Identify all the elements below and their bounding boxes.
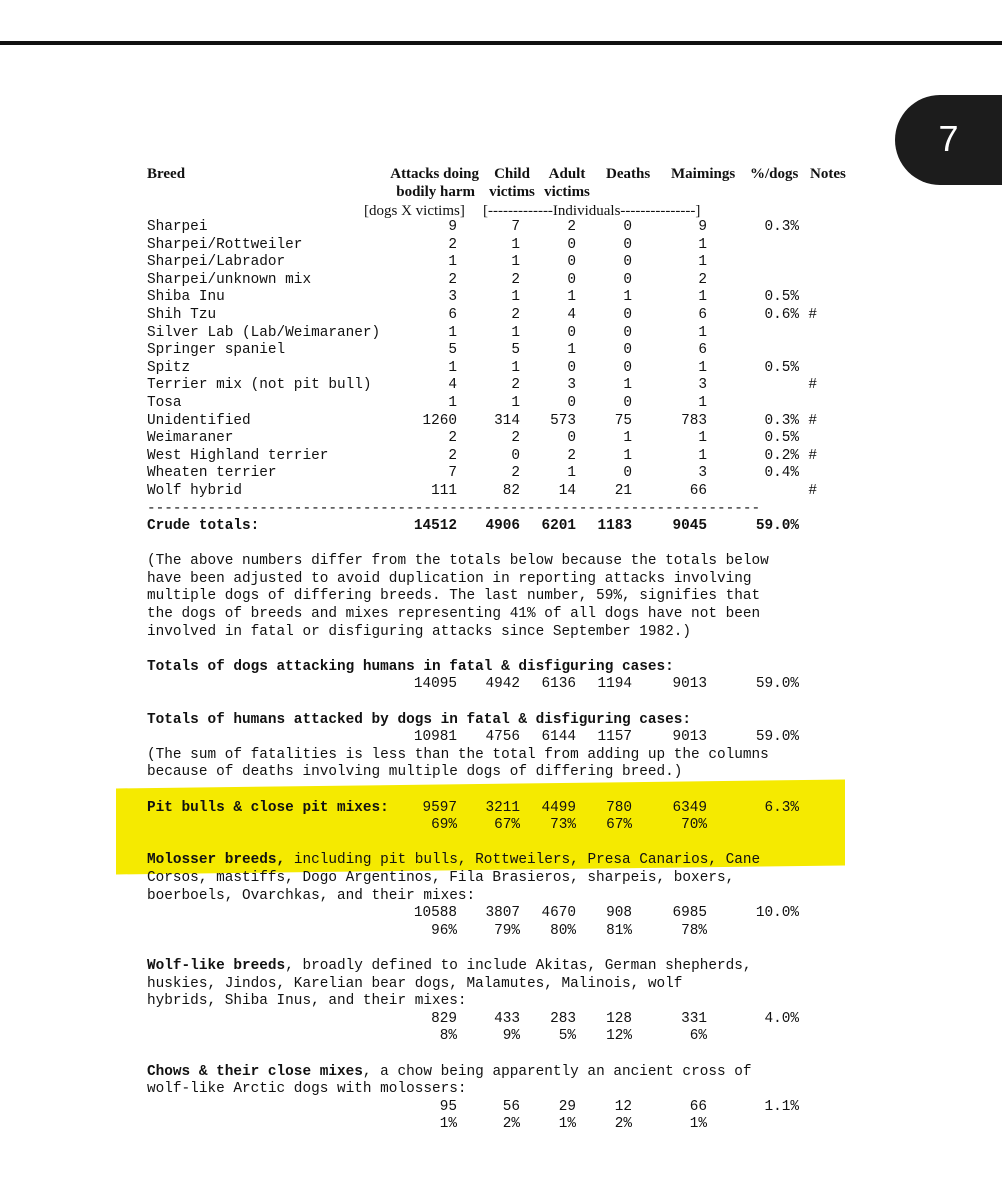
cell-child: 0 <box>511 447 520 464</box>
cell-child: 1 <box>511 359 520 376</box>
cell-adult: 3 <box>567 377 576 394</box>
molosser-row: 10588 3807 4670 908 6985 10.0% <box>413 905 799 922</box>
cell-deaths: 0 <box>623 342 632 359</box>
table-row <box>147 448 867 466</box>
cell-attacks: 3 <box>448 289 457 306</box>
cell-adult: 2 <box>567 219 576 235</box>
cell-attacks: 2 <box>448 430 457 447</box>
cell-maimings: 783 <box>681 412 707 429</box>
crude-note-line-text: have been adjusted to avoid duplication in reporting attacks involving <box>147 570 752 587</box>
cell-child: 82 <box>502 482 520 499</box>
cell-maimings: 3 <box>698 465 707 482</box>
cell-attacks: 1 <box>448 324 457 341</box>
cell-deaths: 0 <box>623 324 632 341</box>
totals-humans-row: 10981 4756 6144 1157 9013 59.0% <box>413 729 799 746</box>
totals-dogs-row: 14095 4942 6136 1194 9013 59.0% <box>413 676 799 693</box>
table-row <box>147 272 867 290</box>
separator-line: ----------------------------------------------------------------------- <box>147 500 761 517</box>
molosser-line-2: Corsos, mastiffs, Dogo Argentinos, Fila Brasieros, sharpeis, boxers, <box>147 869 735 886</box>
humans-note-line-text: because of deaths involving multiple dogs of differing breed.) <box>147 764 683 781</box>
cell-pct: 0.6% <box>764 306 799 323</box>
chows-line-2: wolf-like Arctic dogs with molossers: <box>147 1081 467 1098</box>
cell-deaths: 0 <box>623 254 632 271</box>
cell-pct: 0.3% <box>764 219 799 235</box>
cell-pct: 0.5% <box>764 289 799 306</box>
cell-attacks: 1 <box>448 254 457 271</box>
cell-maimings: 2 <box>698 271 707 288</box>
cell-attacks: 4 <box>448 377 457 394</box>
crude-totals-row: Crude totals: 14512 4906 6201 1183 9045 59.0% <box>147 518 799 535</box>
totals-dogs-label: Totals of dogs attacking humans in fatal & disfiguring cases: <box>147 658 674 675</box>
cell-child: 1 <box>511 324 520 341</box>
breed-name: Sharpei/Labrador <box>147 254 286 271</box>
header-attacks-2: bodily harm <box>396 184 475 200</box>
cell-adult: 0 <box>567 271 576 288</box>
humans-note-line <box>147 764 867 782</box>
header-individuals: [-------------Individuals---------------] <box>483 203 701 219</box>
crude-note-line-text: the dogs of breeds and mixes representing 41% of all dogs have not been <box>147 606 761 623</box>
header-child-1: Child <box>494 166 530 182</box>
header-deaths: Deaths <box>606 166 651 182</box>
cell-adult: 2 <box>567 447 576 464</box>
table-row <box>147 289 867 307</box>
table-row <box>147 413 867 431</box>
table-row <box>147 254 867 272</box>
cell-deaths: 1 <box>623 377 632 394</box>
cell-attacks: 2 <box>448 236 457 253</box>
cell-child: 1 <box>511 394 520 411</box>
wolf-line-1: Wolf-like breeds, broadly defined to include Akitas, German shepherds, <box>147 957 752 974</box>
cell-adult: 0 <box>567 254 576 271</box>
cell-attacks: 1260 <box>422 412 457 429</box>
cell-deaths: 1 <box>623 430 632 447</box>
cell-pct: 0.2% <box>764 447 799 464</box>
molosser-line-3: boerboels, Ovarchkas, and their mixes: <box>147 887 476 904</box>
cell-child: 2 <box>511 306 520 323</box>
cell-adult: 14 <box>558 482 576 499</box>
molosser-pct-row: 96% 79% 80% 81% 78% <box>431 922 707 939</box>
cell-maimings: 1 <box>698 289 707 306</box>
wolf-row: 829 433 283 128 331 4.0% <box>431 1010 799 1027</box>
cell-child: 2 <box>511 465 520 482</box>
table-row <box>147 377 867 395</box>
breed-name: Tosa <box>147 394 182 411</box>
table-row <box>147 465 867 483</box>
breed-name: Terrier mix (not pit bull) <box>147 377 372 394</box>
breed-name: Sharpei/Rottweiler <box>147 236 303 253</box>
cell-maimings: 6 <box>698 306 707 323</box>
crude-note-line-text: involved in fatal or disfiguring attacks since September 1982.) <box>147 623 692 640</box>
cell-child: 2 <box>511 271 520 288</box>
breed-name: Shiba Inu <box>147 289 225 306</box>
cell-deaths: 1 <box>623 447 632 464</box>
breed-name: Shih Tzu <box>147 306 217 323</box>
humans-note-line-text: (The sum of fatalities is less than the total from adding up the columns <box>147 746 769 763</box>
cell-child: 2 <box>511 377 520 394</box>
crude-note-line <box>147 606 867 624</box>
cell-adult: 0 <box>567 430 576 447</box>
table-row <box>147 360 867 378</box>
table-row <box>147 430 867 448</box>
cell-pct: 0.5% <box>764 430 799 447</box>
crude-note-line <box>147 624 867 642</box>
crude-note-line-text: (The above numbers differ from the totals below because the totals below <box>147 553 769 570</box>
page-number: 7 <box>938 118 959 159</box>
breed-name: Wheaten terrier <box>147 465 277 482</box>
header-adult-2: victims <box>544 184 590 200</box>
breed-name: Spitz <box>147 359 191 376</box>
cell-notes: # <box>808 412 817 429</box>
cell-notes: # <box>808 447 817 464</box>
cell-attacks: 1 <box>448 359 457 376</box>
cell-deaths: 0 <box>623 271 632 288</box>
table-row <box>147 395 867 413</box>
cell-maimings: 3 <box>698 377 707 394</box>
table-row <box>147 325 867 343</box>
cell-deaths: 0 <box>623 359 632 376</box>
humans-note-line <box>147 747 867 765</box>
molosser-line-1: Molosser breeds, including pit bulls, Rottweilers, Presa Canarios, Cane <box>147 852 761 869</box>
wolf-line-2: huskies, Jindos, Karelian bear dogs, Malamutes, Malinois, wolf <box>147 975 683 992</box>
table-row <box>147 307 867 325</box>
table-row <box>147 342 867 360</box>
cell-adult: 1 <box>567 465 576 482</box>
cell-adult: 1 <box>567 342 576 359</box>
crude-note-line-text: multiple dogs of differing breeds. The last number, 59%, signifies that <box>147 588 761 605</box>
wolf-pct-row: 8% 9% 5% 12% 6% <box>439 1028 707 1045</box>
cell-deaths: 0 <box>623 219 632 235</box>
breed-name: Sharpei/unknown mix <box>147 271 312 288</box>
header-pct-dogs: %/dogs <box>750 166 799 182</box>
cell-maimings: 1 <box>698 254 707 271</box>
cell-adult: 0 <box>567 324 576 341</box>
crude-note-line <box>147 553 867 571</box>
cell-attacks: 9 <box>448 219 457 235</box>
cell-deaths: 75 <box>614 412 632 429</box>
cell-pct: 0.3% <box>764 412 799 429</box>
chows-row: 95 56 29 12 66 1.1% <box>439 1098 799 1115</box>
cell-attacks: 2 <box>448 447 457 464</box>
cell-attacks: 7 <box>448 465 457 482</box>
pitbull-pct-row: 69% 67% 73% 67% 70% <box>431 817 707 834</box>
cell-child: 5 <box>511 342 520 359</box>
cell-adult: 1 <box>567 289 576 306</box>
crude-note-line <box>147 588 867 606</box>
cell-pct: 0.5% <box>764 359 799 376</box>
chows-line-1: Chows & their close mixes, a chow being apparently an ancient cross of <box>147 1063 752 1080</box>
cell-maimings: 6 <box>698 342 707 359</box>
top-rule <box>0 41 1002 45</box>
wolf-line-3: hybrids, Shiba Inus, and their mixes: <box>147 993 467 1010</box>
breed-name: Springer spaniel <box>147 342 286 359</box>
totals-humans-label: Totals of humans attacked by dogs in fatal & disfiguring cases: <box>147 711 692 728</box>
cell-notes: # <box>808 482 817 499</box>
cell-adult: 0 <box>567 236 576 253</box>
cell-adult: 573 <box>550 412 576 429</box>
cell-deaths: 21 <box>614 482 632 499</box>
cell-maimings: 1 <box>698 394 707 411</box>
breed-name: West Highland terrier <box>147 447 329 464</box>
page-number-badge <box>895 95 1002 185</box>
cell-maimings: 66 <box>689 482 707 499</box>
table-row <box>147 219 867 237</box>
cell-child: 1 <box>511 289 520 306</box>
cell-maimings: 1 <box>698 447 707 464</box>
cell-deaths: 1 <box>623 289 632 306</box>
table-row <box>147 237 867 255</box>
cell-deaths: 0 <box>623 236 632 253</box>
breed-name: Wolf hybrid <box>147 482 242 499</box>
header-attacks-1: Attacks doing <box>390 166 479 182</box>
header-child-2: victims <box>489 184 535 200</box>
cell-notes: # <box>808 377 817 394</box>
cell-child: 2 <box>511 430 520 447</box>
pitbull-row: Pit bulls & close pit mixes: 9597 3211 4499 780 6349 6.3% <box>147 799 799 816</box>
header-adult-1: Adult <box>548 166 586 182</box>
cell-adult: 0 <box>567 359 576 376</box>
cell-attacks: 5 <box>448 342 457 359</box>
cell-attacks: 6 <box>448 306 457 323</box>
breed-name: Silver Lab (Lab/Weimaraner) <box>147 324 381 341</box>
cell-child: 7 <box>511 219 520 235</box>
cell-child: 1 <box>511 254 520 271</box>
breed-name: Weimaraner <box>147 430 234 447</box>
cell-deaths: 0 <box>623 394 632 411</box>
cell-attacks: 1 <box>448 394 457 411</box>
header-maimings: Maimings <box>671 166 736 182</box>
cell-maimings: 1 <box>698 359 707 376</box>
cell-child: 314 <box>494 412 520 429</box>
crude-note-line <box>147 571 867 589</box>
cell-attacks: 2 <box>448 271 457 288</box>
breed-name: Sharpei <box>147 219 208 235</box>
cell-pct: 0.4% <box>764 465 799 482</box>
cell-maimings: 9 <box>698 219 707 235</box>
cell-deaths: 0 <box>623 465 632 482</box>
header-breed: Breed <box>147 166 186 182</box>
chows-pct-row: 1% 2% 1% 2% 1% <box>439 1116 707 1133</box>
cell-notes: # <box>808 306 817 323</box>
cell-child: 1 <box>511 236 520 253</box>
header-notes: Notes <box>810 166 846 182</box>
cell-maimings: 1 <box>698 430 707 447</box>
cell-maimings: 1 <box>698 324 707 341</box>
header-attacks-3: [dogs X victims] <box>364 203 465 219</box>
cell-attacks: 111 <box>431 482 457 499</box>
breed-table <box>147 219 867 1134</box>
table-row <box>147 483 867 501</box>
cell-maimings: 1 <box>698 236 707 253</box>
breed-name: Unidentified <box>147 412 251 429</box>
cell-deaths: 0 <box>623 306 632 323</box>
cell-adult: 0 <box>567 394 576 411</box>
cell-adult: 4 <box>567 306 576 323</box>
